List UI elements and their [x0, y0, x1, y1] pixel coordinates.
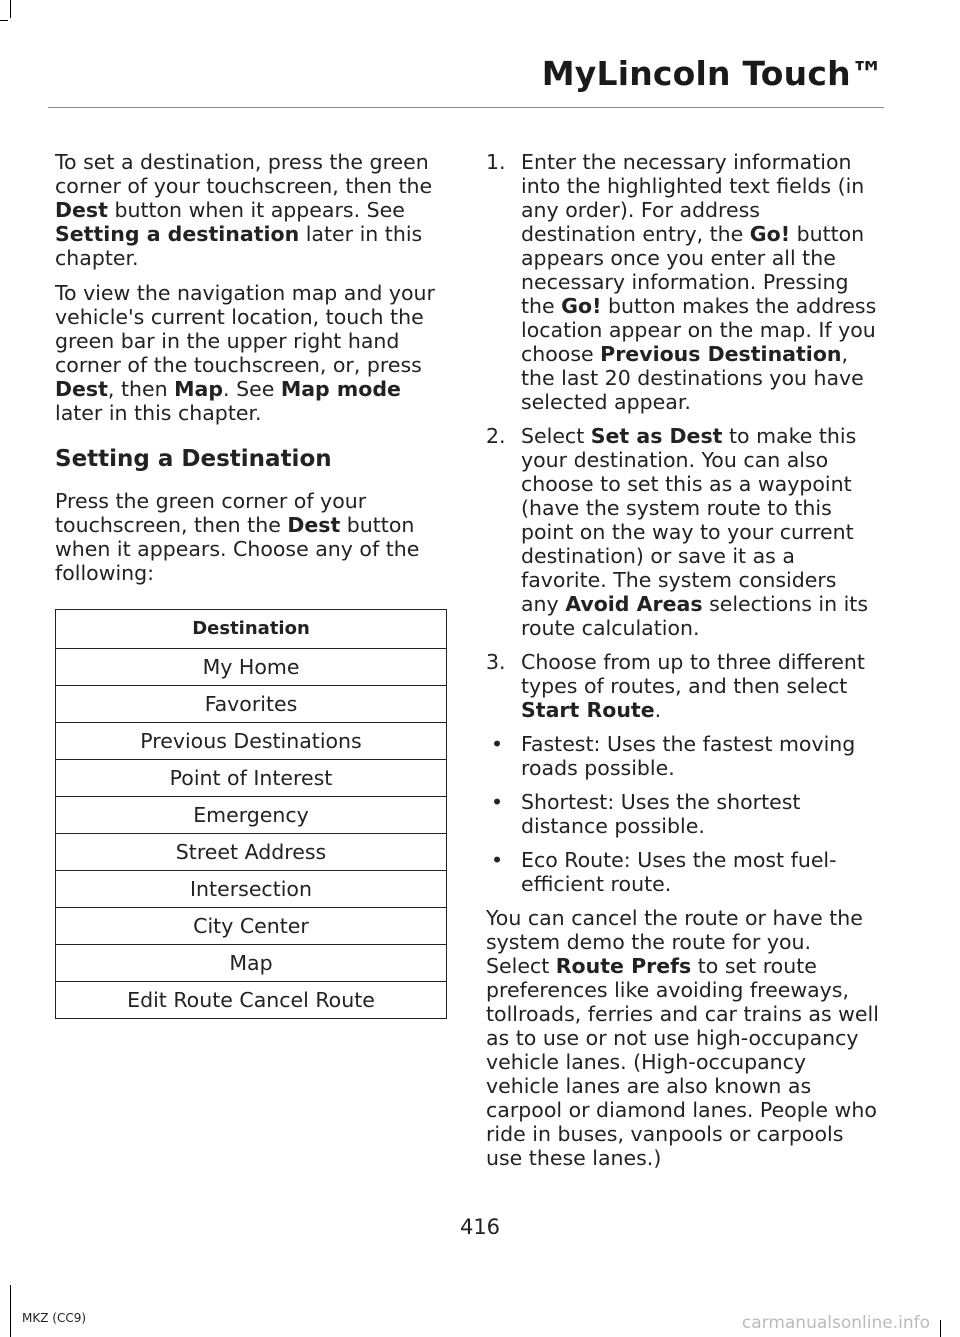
- bullet-marker: •: [491, 848, 504, 872]
- text: selections in its route calculation.: [521, 592, 869, 640]
- list-item: [486, 848, 880, 896]
- table-row: [56, 723, 447, 760]
- header-divider: [48, 107, 884, 108]
- watermark: carmanualsonline.info: [741, 1313, 930, 1333]
- text: , then: [107, 377, 175, 401]
- list-item: [486, 732, 880, 780]
- text: , the last 20 destinations you have selected appear.: [521, 342, 864, 414]
- text: Eco Route: Uses the most fuel-efficient route.: [521, 848, 837, 896]
- step-number: 3.: [486, 650, 506, 674]
- section-heading: Setting a Destination: [55, 446, 332, 472]
- table-cell: Edit Route Cancel Route: [56, 982, 447, 1019]
- bold-term: Map: [174, 377, 224, 401]
- crop-mark: [10, 1285, 11, 1337]
- table-row: [56, 945, 447, 982]
- bold-term: Previous Destination: [600, 342, 842, 366]
- table-row: [56, 797, 447, 834]
- paragraph-choose: [55, 489, 447, 585]
- table-cell: Point of Interest: [56, 760, 447, 797]
- bold-term: Go!: [749, 222, 791, 246]
- bold-term: Setting a destination: [55, 222, 300, 246]
- table-row: [56, 686, 447, 723]
- table-cell: Emergency: [56, 797, 447, 834]
- paragraph-set-destination: [55, 150, 447, 270]
- bold-term: Start Route: [521, 698, 655, 722]
- bullet-marker: •: [491, 790, 504, 814]
- bold-term: Dest: [55, 377, 108, 401]
- page-number: 416: [459, 1215, 501, 1239]
- text: Fastest: Uses the fastest moving roads possible.: [521, 732, 856, 780]
- step-number: 2.: [486, 424, 506, 448]
- bold-term: Set as Dest: [590, 424, 723, 448]
- right-column: [486, 150, 880, 1181]
- crop-mark: [10, 0, 11, 18]
- text: button when it appears. See: [107, 198, 405, 222]
- table-row: [56, 908, 447, 945]
- text: Enter the necessary information into the highlighted text fields (in any order). For address destination entry, the: [521, 150, 865, 246]
- crop-mark: [0, 20, 8, 21]
- text: You can cancel the route or have the system demo the route for you. Select: [486, 906, 863, 978]
- table-cell: Map: [56, 945, 447, 982]
- table-cell: Street Address: [56, 834, 447, 871]
- text: Select: [521, 424, 591, 448]
- text: button when it appears. Choose any of the following:: [55, 513, 420, 585]
- table-row: [56, 834, 447, 871]
- route-type-bullets: [486, 732, 880, 896]
- numbered-steps: [486, 150, 880, 722]
- table-cell: Previous Destinations: [56, 723, 447, 760]
- bullet-marker: •: [491, 732, 504, 756]
- text: .: [654, 698, 662, 722]
- table-row: [56, 871, 447, 908]
- table-cell: Intersection: [56, 871, 447, 908]
- table-row: [56, 760, 447, 797]
- text: Press the green corner of your touchscreen, then the: [55, 489, 367, 537]
- crop-mark: [940, 1320, 941, 1337]
- paragraph-view-map: [55, 281, 447, 425]
- text: . See: [223, 377, 281, 401]
- table-cell: City Center: [56, 908, 447, 945]
- list-item: [486, 424, 880, 640]
- page-header-title: MyLincoln Touch™: [541, 54, 884, 93]
- bold-term: Dest: [287, 513, 341, 537]
- list-item: [486, 150, 880, 414]
- text: later in this chapter.: [55, 401, 262, 425]
- table-header: Destination: [56, 610, 447, 649]
- left-column: [55, 150, 447, 1019]
- table-row: [56, 982, 447, 1019]
- model-code: MKZ (CC9): [22, 1311, 87, 1325]
- text: Choose from up to three different types of routes, and then select: [521, 650, 865, 698]
- destination-table: [55, 609, 447, 1019]
- list-item: [486, 790, 880, 838]
- step-number: 1.: [486, 150, 506, 174]
- text: To set a destination, press the green corner of your touchscreen, then the: [55, 150, 433, 198]
- table-cell: Favorites: [56, 686, 447, 723]
- table-cell: My Home: [56, 649, 447, 686]
- text: later in this chapter.: [55, 222, 423, 270]
- list-item: [486, 650, 880, 722]
- bold-term: Map mode: [280, 377, 401, 401]
- text: button appears once you enter all the necessary information. Pressing the: [521, 222, 865, 318]
- bold-term: Go!: [561, 294, 602, 318]
- bold-term: Route Prefs: [555, 954, 692, 978]
- text: to make this your destination. You can also choose to set this as a waypoint (have the system route to this point on the way to your current destination) or save it as a favorite. The system considers any: [521, 424, 857, 616]
- bold-term: Avoid Areas: [565, 592, 703, 616]
- text: To view the navigation map and your vehicle's current location, touch the green bar in the upper right hand corner of the touchscreen, or, press: [55, 281, 435, 377]
- table-row: [56, 649, 447, 686]
- paragraph-route-prefs: [486, 906, 880, 1170]
- text: to set route preferences like avoiding freeways, tollroads, ferries and car trains as well as to use or not use high-occupancy vehicle lanes. (High-occupancy vehicle lanes are also known as carpool or diamond lanes. People who ride in buses, vanpools or carpools use these lanes.): [486, 954, 879, 1170]
- bold-term: Dest: [55, 198, 108, 222]
- text: Shortest: Uses the shortest distance possible.: [521, 790, 801, 838]
- text: button makes the address location appear on the map. If you choose: [521, 294, 877, 366]
